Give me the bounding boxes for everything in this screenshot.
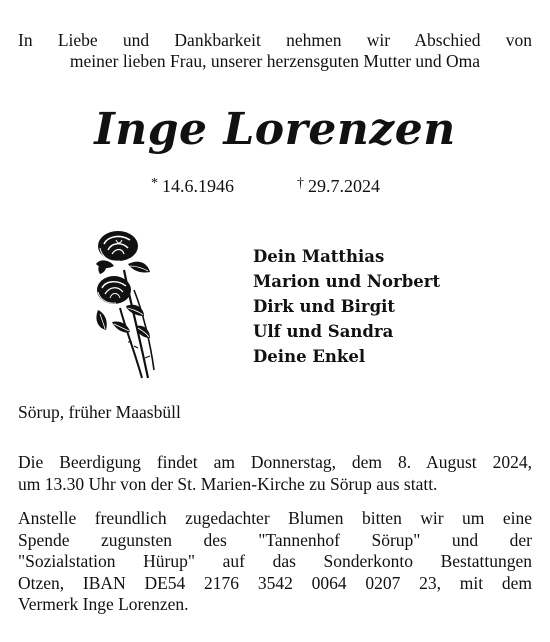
death-cross-icon: † (297, 176, 304, 191)
mourner-item: Ulf und Sandra (253, 322, 394, 341)
donation-line-2: Spende zugunsten des "Tannenhof Sörup" und der (18, 529, 532, 550)
death-date-group (297, 176, 380, 197)
donation-line-3: "Sozialstation Hürup" auf das Sonderkonto Bestattungen (18, 551, 532, 571)
mourner-item: Marion und Norbert (253, 272, 441, 291)
mourner-item: Deine Enkel (253, 347, 366, 366)
birth-star-icon: * (151, 176, 158, 191)
death-date: 29.7.2024 (308, 176, 380, 196)
intro-line-1: In Liebe und Dankbarkeit nehmen wir Abschied von (18, 30, 532, 50)
donation-line-1: Anstelle freundlich zugedachter Blumen bitten wir um eine (18, 508, 532, 528)
donation-request (18, 508, 532, 616)
rose-illustration-icon (90, 230, 170, 380)
donation-line-5: Vermerk Inge Lorenzen. (18, 594, 189, 614)
mourner-item: Dein Matthias (253, 247, 385, 266)
birth-date-group (151, 176, 234, 197)
mourner-item: Dirk und Birgit (253, 297, 396, 316)
donation-line-4: Otzen, IBAN DE54 2176 3542 0064 0207 23, mit dem (18, 572, 532, 593)
intro-text (18, 30, 532, 72)
deceased-name: Inge Lorenzen (94, 104, 456, 155)
place-of-residence: Sörup, früher Maasbüll (18, 402, 181, 422)
intro-line-2: meiner lieben Frau, unserer herzensguten Mutter und Oma (69, 51, 481, 71)
funeral-details (18, 452, 532, 495)
birth-date: 14.6.1946 (162, 176, 234, 196)
mourners-list (253, 244, 440, 369)
funeral-line-2: um 13.30 Uhr von der St. Marien-Kirche zu Sörup aus statt. (18, 473, 438, 494)
funeral-line-1: Die Beerdigung findet am Donnerstag, dem 8. August 2024, (18, 452, 532, 472)
